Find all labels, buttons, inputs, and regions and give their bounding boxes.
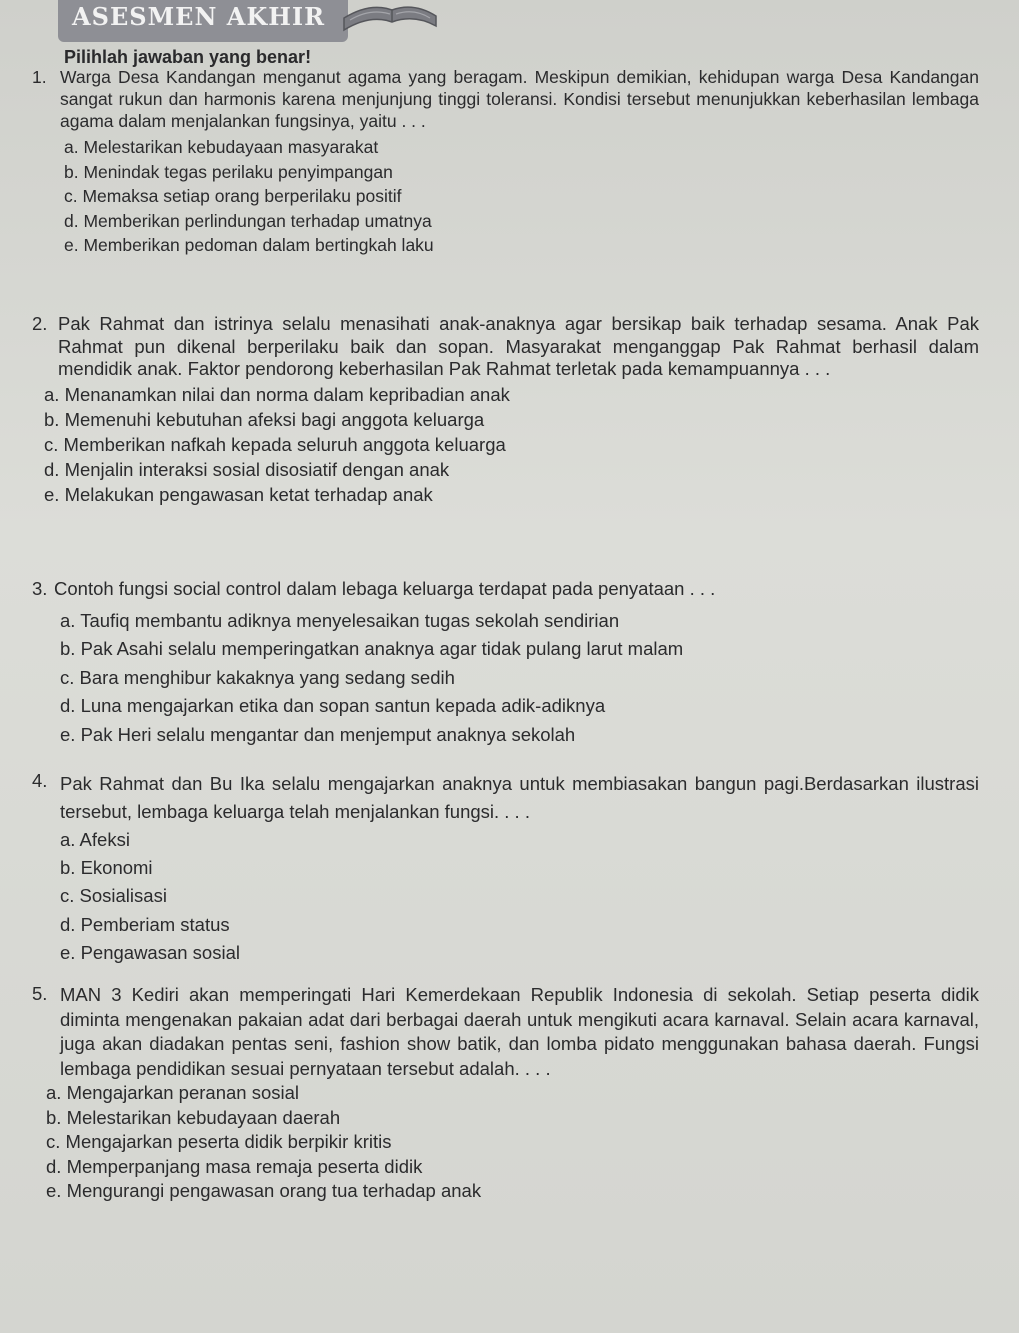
option-b[interactable]: b. Menindak tegas perilaku penyimpangan [64,161,393,182]
option-c[interactable]: c. Memberikan nafkah kepada seluruh anggota keluarga [44,433,506,455]
question-4 [32,770,979,967]
question-text: Contoh fungsi social control dalam lebaga keluarga terdapat pada penyataan . . . [54,578,716,599]
option-e[interactable]: e. Mengurangi pengawasan orang tua terhadap anak [46,1180,482,1201]
option-e[interactable]: e. Memberikan pedoman dalam bertingkah laku [64,235,434,255]
option-list [64,135,979,258]
question-text: Pak Rahmat dan Bu Ika selalu mengajarkan anaknya untuk membiasakan bangun pagi.Berdasarkan ilustrasi tersebut, lembaga keluarga telah menjalankan fungsi. . . . [60,773,979,822]
option-d[interactable]: d. Memperpanjang masa remaja peserta didik [46,1155,423,1177]
option-d[interactable]: d. Menjalin interaksi sosial disosiatif dengan anak [44,459,450,481]
option-list [46,1081,979,1204]
question-stem [32,66,979,132]
option-a[interactable]: a. Taufiq membantu adiknya menyelesaikan tugas sekolah sendirian [60,609,620,631]
option-list [60,607,979,750]
question-2 [32,313,979,508]
option-e[interactable]: e. Melakukan pengawasan ketat terhadap anak [44,484,433,506]
option-c[interactable]: c. Sosialisasi [60,885,167,907]
option-b[interactable]: b. Memenuhi kebutuhan afeksi bagi anggota keluarga [44,408,485,430]
option-a[interactable]: a. Menanamkan nilai dan norma dalam kepribadian anak [44,383,510,405]
option-a[interactable]: a. Melestarikan kebudayaan masyarakat [64,137,379,157]
question-1 [32,66,979,258]
option-a[interactable]: a. Mengajarkan peranan sosial [46,1082,299,1103]
header-banner [58,0,348,42]
question-text: Pak Rahmat dan istrinya selalu menasihati anak-anaknya agar bersikap baik terhadap sesama. Anak Pak Rahmat pun dikenal berperilaku baik dan sopan. Masyarakat menganggap Pak Rahmat berhasil dalam mendidik anak. Faktor pendorong keberhasilan Pak Rahmat terletak pada kemampuannya . . . [58,313,979,379]
option-list [60,826,979,967]
question-number: 1. [32,67,47,87]
question-stem [32,770,979,826]
option-d[interactable]: d. Memberikan perlindungan terhadap umatnya [64,210,432,231]
option-a[interactable]: a. Afeksi [60,829,130,850]
option-b[interactable]: b. Melestarikan kebudayaan daerah [46,1106,341,1128]
question-number: 2. [32,313,48,334]
page-title: ASESMEN AKHIR [72,2,326,31]
question-3 [32,578,979,749]
option-d[interactable]: d. Pemberiam status [60,913,230,935]
option-b[interactable]: b. Pak Asahi selalu memperingatkan anaknya agar tidak pulang larut malam [60,638,684,659]
question-text: Warga Desa Kandangan menganut agama yang beragam. Meskipun demikian, kehidupan warga Desa Kandangan sangat rukun dan harmonis karena menjunjung tinggi toleransi. Kondisi tersebut menunjukkan keberhasilan lembaga agama dalam menjalankan fungsinya, yaitu . . . [60,67,979,131]
question-stem [32,578,979,601]
option-c[interactable]: c. Bara menghibur kakaknya yang sedang sedih [60,666,455,688]
question-number: 5. [32,983,48,1004]
option-d[interactable]: d. Luna mengajarkan etika dan sopan santun kepada adik-adiknya [60,695,606,716]
question-number: 4. [32,770,48,791]
book-icon [340,0,440,34]
question-number: 3. [32,578,48,599]
question-stem [32,983,979,1081]
option-e[interactable]: e. Pak Heri selalu mengantar dan menjemput anaknya sekolah [60,723,576,745]
option-list [44,382,979,508]
option-c[interactable]: c. Memaksa setiap orang berperilaku positif [64,186,402,206]
option-e[interactable]: e. Pengawasan sosial [60,941,240,963]
question-text: MAN 3 Kediri akan memperingati Hari Kemerdekaan Republik Indonesia di sekolah. Setiap peserta didik diminta mengenakan pakaian adat dari berbagai daerah untuk mengikuti acara karnaval. Selain acara karnaval, juga akan diadakan pentas seni, fashion show batik, dan lomba pidato menggunakan bahasa daerah. Fungsi lembaga pendidikan sesuai pernyataan tersebut adalah. . . . [60,984,979,1079]
option-b[interactable]: b. Ekonomi [60,857,153,879]
option-c[interactable]: c. Mengajarkan peserta didik berpikir kritis [46,1131,392,1152]
instruction: Pilihlah jawaban yang benar! [64,47,312,67]
question-stem [32,313,979,381]
question-5 [32,983,979,1204]
